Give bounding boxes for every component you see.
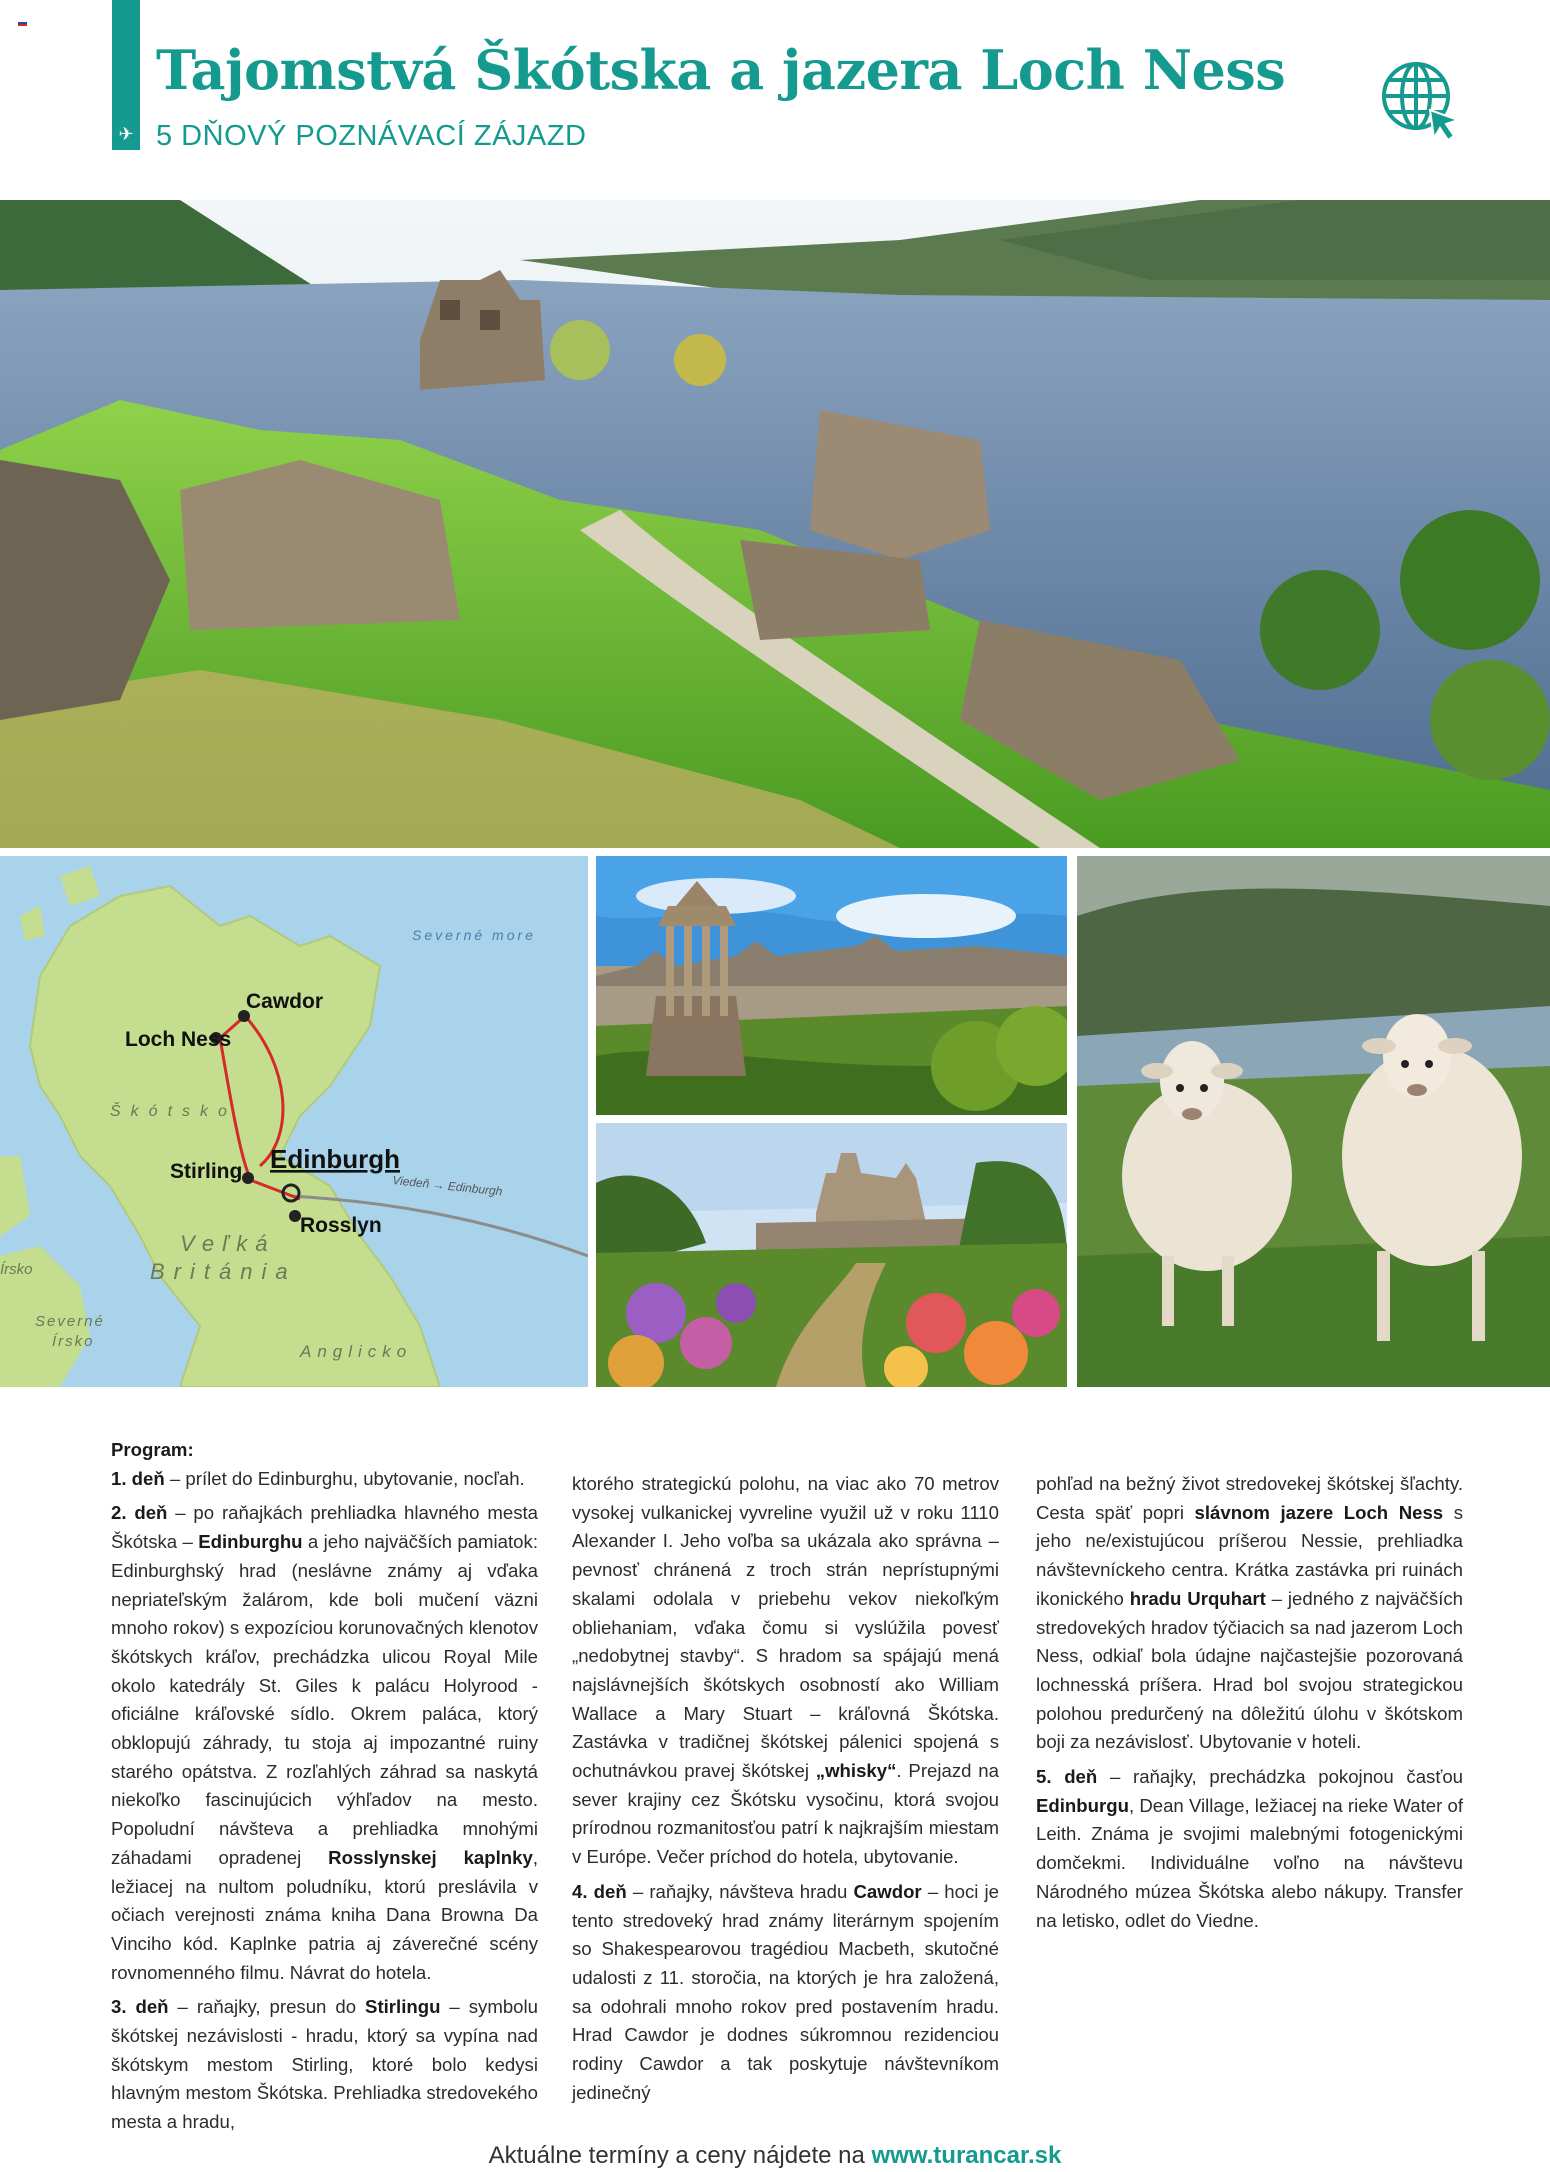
day-5-text-a: – raňajky, prechádzka pokojnou časťou bbox=[1097, 1766, 1463, 1788]
program-day-1 bbox=[111, 1465, 538, 1494]
globe-cursor-icon[interactable] bbox=[1378, 58, 1464, 144]
accent-bar bbox=[112, 0, 140, 150]
map-label-route: Viedeň → Edinburgh bbox=[391, 1173, 504, 1199]
day-2-label: 2. deň bbox=[111, 1502, 168, 1524]
map-label-country2-line1: Veľká bbox=[180, 1231, 276, 1256]
day-5-bold-edinburgu: Edinburgu bbox=[1036, 1794, 1129, 1816]
map-place-stirling: Stirling bbox=[170, 1160, 243, 1183]
day-1-text: – prílet do Edinburghu, ubytovanie, nocľah. bbox=[164, 1467, 525, 1489]
map-label-ireland: Írsko bbox=[0, 1261, 33, 1278]
day-4-bold-cawdor: Cawdor bbox=[853, 1880, 922, 1902]
photo-castle-garden bbox=[596, 1123, 1067, 1387]
day-3-cont-text-a: ktorého strategickú polohu, na viac ako 70 metrov vysokej vulkanickej vyvreline využil už v roku 1110 Alexander I. Jeho voľba sa ukázala ako správna – pevnosť chránená z troch strán neprístupnými skalami odolala v priebehu vekov niekoľkým obliehaniam, vďaka čomu si vyslúžila povesť „nedobytnej stavby“. S hradom sa spájajú mená najslávnejších škótskych osobností ako William Wallace a Mary Stuart – kráľovná Škótska. Zastávka v tradičnej škótskej pálenici spojená s ochutnávkou pravej škótskej bbox=[572, 1473, 999, 1782]
day-4-cont-text-e: – jedného z najväčších stredovekých hradov týčiacich sa nad jazerom Loch Ness, odkiaľ bola údajne najčastejšie pozorovaná lochnesská príšera. Hrad bol svojou strategickou polohou predurčený na dôležitú úlohu v škótskom boji za nezávislosť. Ubytovanie v hoteli. bbox=[1036, 1587, 1463, 1753]
program-day-4-continued bbox=[1036, 1470, 1463, 1757]
map-label-england: Anglicko bbox=[300, 1342, 413, 1361]
program-day-3-continued bbox=[572, 1470, 999, 1872]
day-4-cont-text-a: pohľad na bežný život stredovekej škótskej šľachty. Cesta späť popri bbox=[1036, 1473, 1463, 1523]
day-3-cont-text-c: . Prejazd na sever krajiny cez Škótsku vysočinu, ktorá svojou prírodnou rozmanitosťou patrí k najkrajším miestam v Európe. Večer príchod do hotela, ubytovanie. bbox=[572, 1760, 999, 1868]
day-3-label: 3. deň bbox=[111, 1996, 169, 2018]
map-label-n-ireland-line1: Severné bbox=[35, 1313, 105, 1330]
photo-edinburgh-view bbox=[596, 856, 1067, 1115]
day-4-text-c: – hoci je tento stredoveký hrad známy literárnym spojením so Shakespearovou tragédiou Macbeth, skutočné udalosti z 11. storočia, na ktorých je hra založená, sa odohrali mnoho rokov pred postavením hradu. Hrad Cawdor je dodnes súkromnou rezidenciou rodiny Cawdor a tak poskytuje návštevníkom jedinečný bbox=[572, 1880, 1000, 2103]
airplane-icon: ✈ bbox=[118, 124, 134, 144]
day-3-text-c: – symbolu škótskej nezávislosti - hradu, ktorý sa vypína nad škótskym mestom Stirling, ktoré bolo kedysi hlavným mestom Škótska. Prehliadka stredovekého mesta a hradu, bbox=[111, 1996, 538, 2133]
day-2-text-e: , ležiacej na nultom poludníku, ktorú preslávila v očiach verejnosti známa kniha Dana Browna Da Vinciho kód. Kaplnke patria aj záverečné scény rovnomenného filmu. Návrat do hotela. bbox=[111, 1846, 539, 1983]
day-5-text-c: , Dean Village, ležiacej na rieke Water of Leith. Známa je svojimi malebnými fotogenickými domčekmi. Individuálne voľno na návštevu Národného múzea Škótska alebo nákupy. Transfer na letisko, odlet do Viedne. bbox=[1036, 1794, 1463, 1931]
day-3-bold-stirling: Stirlingu bbox=[365, 1996, 441, 2018]
footer-link[interactable]: www.turancar.sk bbox=[871, 2142, 1062, 2169]
map-label-country2-line2: Británia bbox=[150, 1259, 297, 1284]
page-title: Tajomstvá Škótska a jazera Loch Ness bbox=[156, 38, 1286, 102]
flag-icon bbox=[18, 20, 27, 26]
route-map bbox=[0, 856, 588, 1387]
day-2-bold-rosslyn: Rosslynskej kaplnky bbox=[328, 1846, 533, 1868]
photo-sheep bbox=[1077, 856, 1550, 1387]
program-day-2 bbox=[111, 1499, 538, 1987]
day-2-text-c: a jeho najväčších pamiatok: Edinburghský hrad (neslávne známy aj vďaka nepriateľským žalárom, kde boli mučení väzni mnoho rokov) s expozíciou korunovačných klenotov škótskych kráľov, prechádzka ulicou Royal Mile okolo katedrály St. Giles k palácu Holyrood - oficiálne kráľovské sídlo. Okrem paláca, ktorý obklopujú záhrady, tu stoja aj impozantné ruiny starého opátstva. Z rozľahlých záhrad sa naskytá niekoľko fascinujúcich výhľadov na mesto. Popoludní návšteva a prehliadka mnohými záhadami opradenej bbox=[111, 1531, 538, 1868]
map-label-sea: Severné more bbox=[412, 927, 536, 943]
program-column-1 bbox=[111, 1436, 538, 2137]
footer-text: Aktuálne termíny a ceny nájdete na bbox=[488, 2142, 872, 2169]
page-subtitle: 5 DŇOVÝ POZNÁVACÍ ZÁJAZD bbox=[156, 120, 587, 152]
day-3-bold-whisky: „whisky“ bbox=[815, 1760, 897, 1782]
day-4-bold-urquhart: hradu Urquhart bbox=[1129, 1587, 1266, 1609]
map-label-country: Škótsko bbox=[110, 1103, 237, 1120]
program-column-3 bbox=[1036, 1470, 1463, 1935]
day-2-bold-edinburgh: Edinburghu bbox=[198, 1531, 303, 1553]
day-1-label: 1. deň bbox=[111, 1467, 165, 1489]
footer bbox=[0, 2142, 1550, 2170]
day-2-text-a: – po raňajkách prehliadka hlavného mesta Škótska – bbox=[111, 1502, 538, 1553]
program-heading: Program: bbox=[111, 1439, 194, 1460]
map-place-rosslyn: Rosslyn bbox=[300, 1214, 382, 1237]
map-place-loch-ness: Loch Ness bbox=[125, 1028, 232, 1051]
hero-photo-urquhart-castle bbox=[0, 200, 1550, 848]
program-day-4 bbox=[572, 1878, 999, 2108]
program-day-5 bbox=[1036, 1763, 1463, 1935]
program-day-3 bbox=[111, 1993, 538, 2137]
day-4-cont-text-c: s jeho ne/existujúcou príšerou Nessie, prehliadka návštevníckeho centra. Krátka zastávka pri ruinách ikonického bbox=[1036, 1501, 1463, 1609]
day-4-text-a: – raňajky, návšteva hradu bbox=[626, 1880, 854, 1902]
day-4-bold-loch-ness: slávnom jazere Loch Ness bbox=[1194, 1501, 1444, 1523]
day-5-label: 5. deň bbox=[1036, 1766, 1098, 1788]
program-column-2 bbox=[572, 1470, 999, 2107]
map-place-edinburgh: Edinburgh bbox=[270, 1144, 400, 1174]
day-4-label: 4. deň bbox=[572, 1880, 627, 1902]
map-place-cawdor: Cawdor bbox=[246, 990, 324, 1013]
map-label-n-ireland-line2: Írsko bbox=[52, 1333, 95, 1350]
day-3-text-a: – raňajky, presun do bbox=[168, 1996, 366, 2018]
